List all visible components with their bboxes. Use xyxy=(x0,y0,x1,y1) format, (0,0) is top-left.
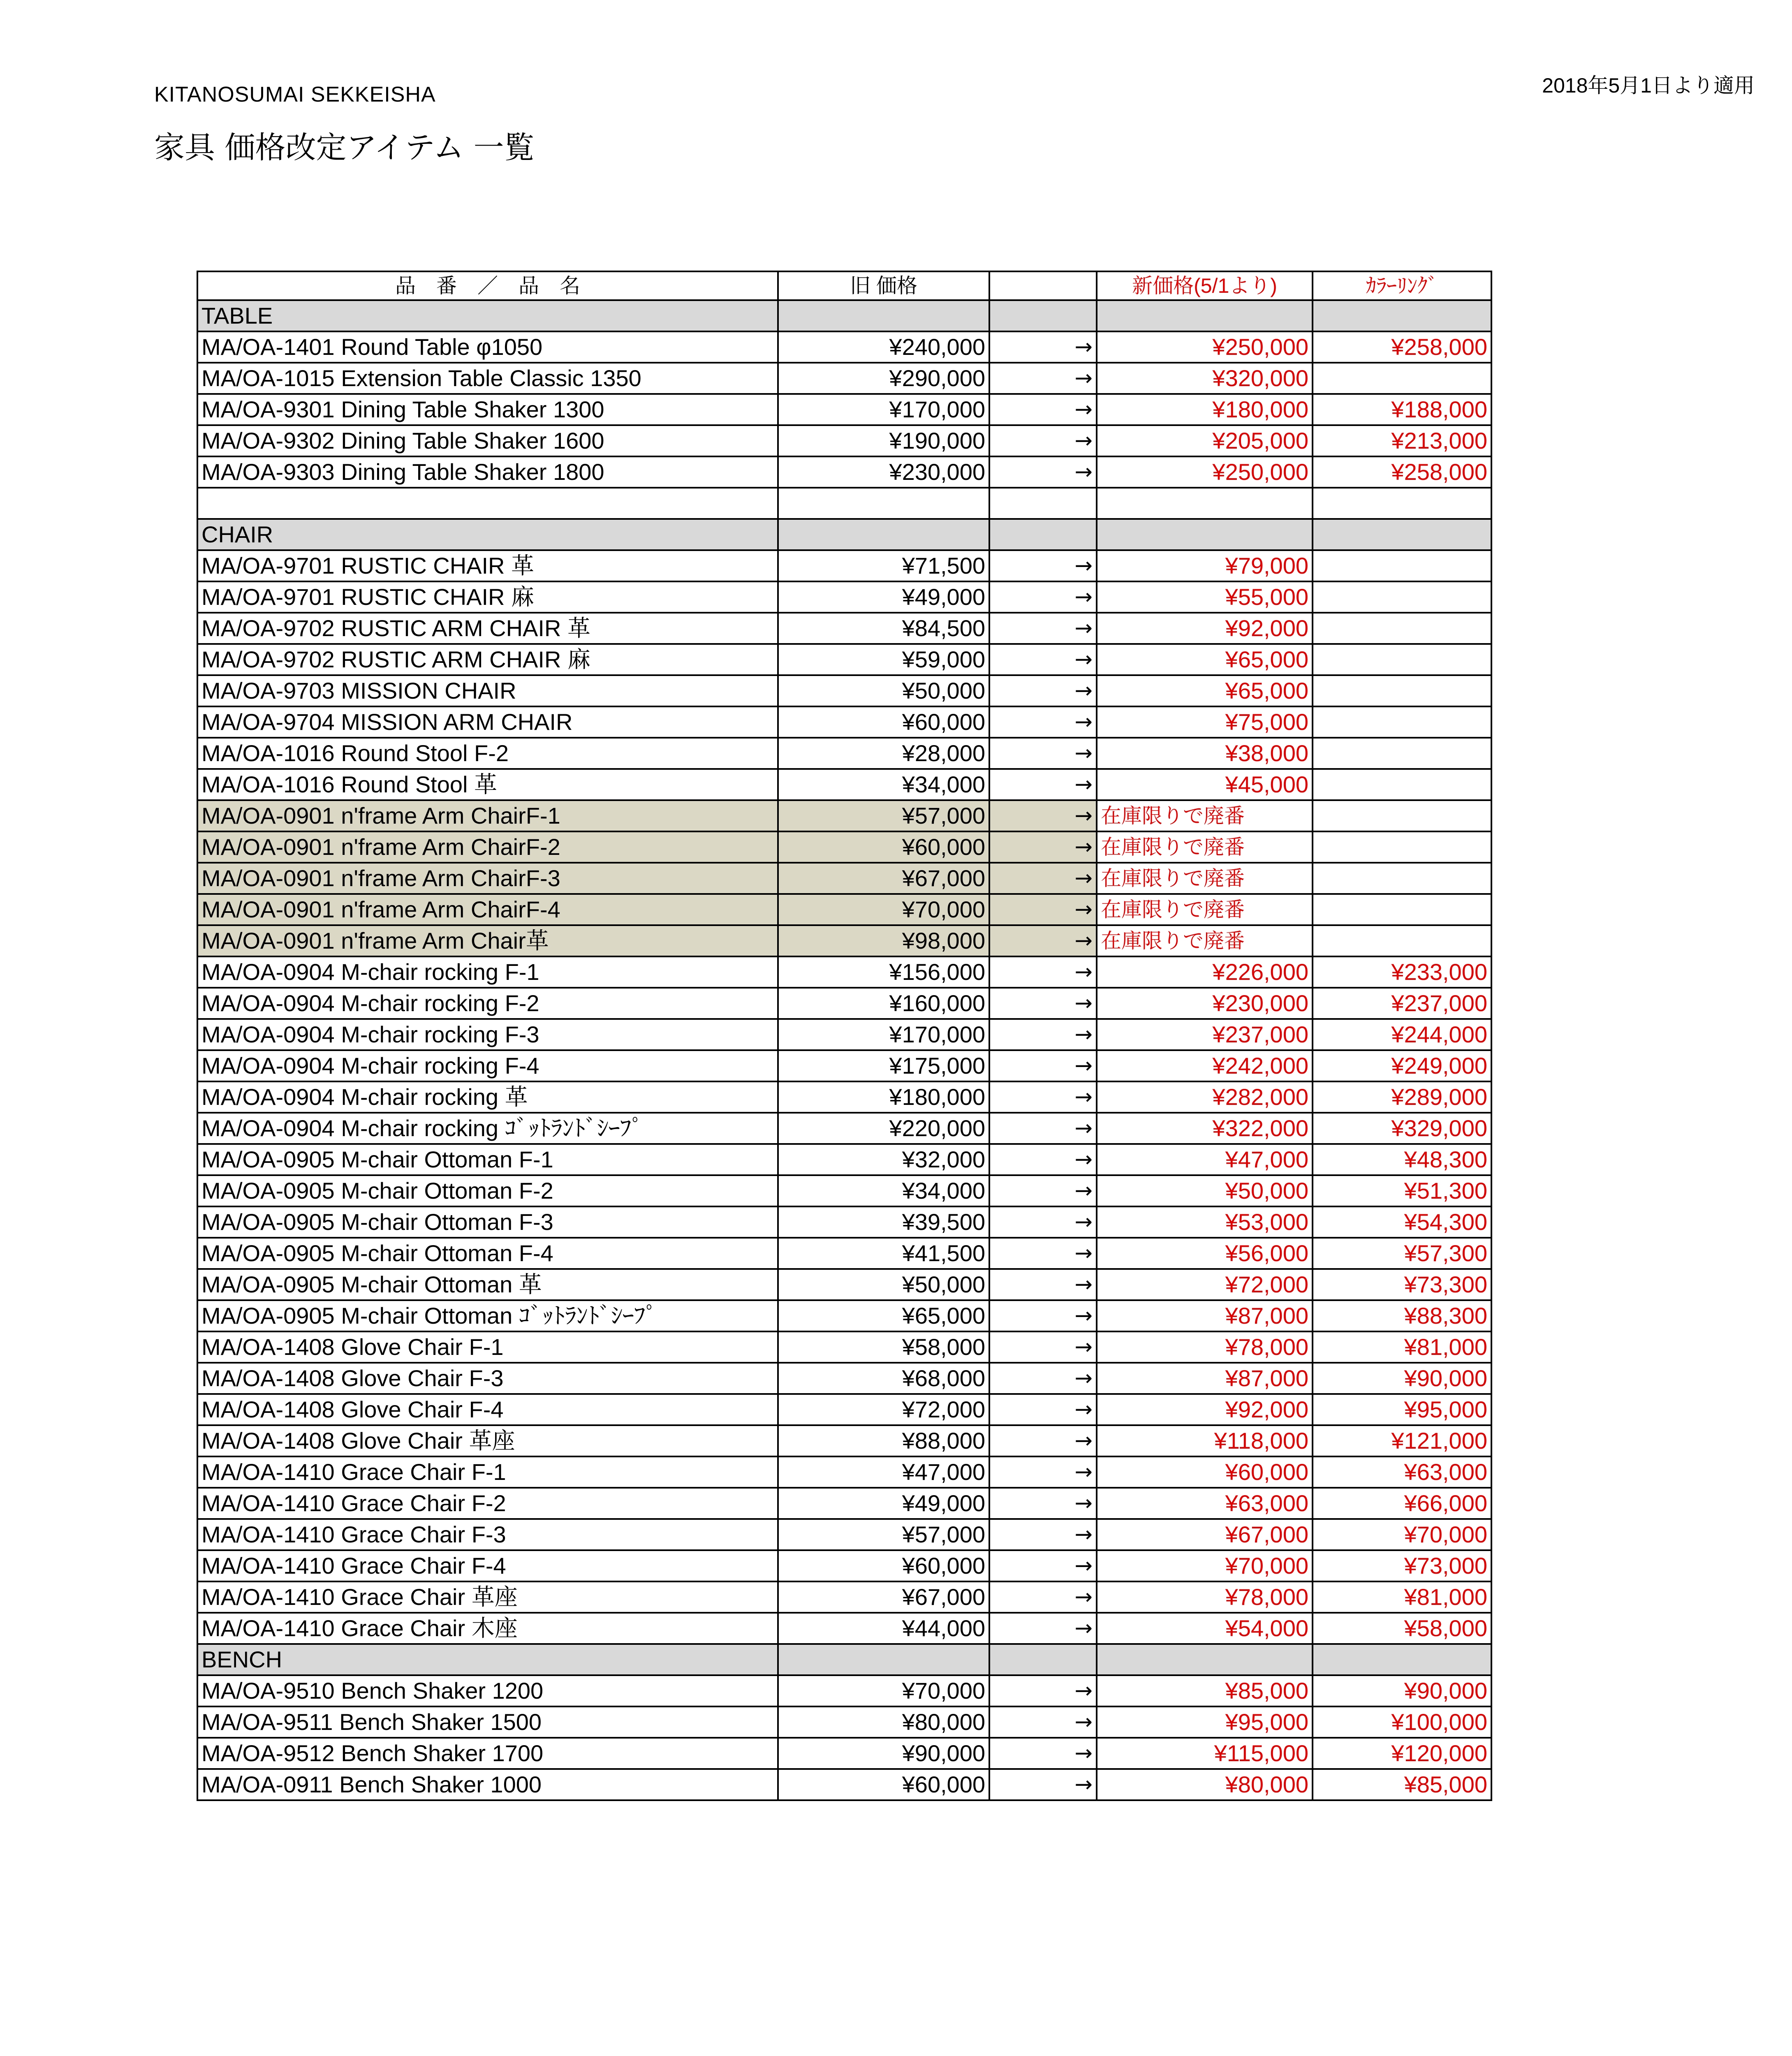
new-price-cell: ¥230,000 xyxy=(1097,988,1313,1019)
table-row xyxy=(197,1019,1491,1050)
coloring-price-cell xyxy=(1313,706,1491,738)
arrow-cell: → xyxy=(989,1113,1097,1144)
table-row xyxy=(197,1456,1491,1488)
new-price-cell: 在庫限りで廃番 xyxy=(1097,894,1313,925)
blank-cell xyxy=(989,488,1097,519)
old-price-cell: ¥58,000 xyxy=(778,1331,989,1363)
item-name-cell: MA/OA-9704 MISSION ARM CHAIR xyxy=(197,706,778,738)
table-row xyxy=(197,1081,1491,1113)
table-row xyxy=(197,331,1491,363)
new-price-cell: ¥54,000 xyxy=(1097,1613,1313,1644)
table-row xyxy=(197,425,1491,456)
item-name-cell: MA/OA-9701 RUSTIC CHAIR 麻 xyxy=(197,581,778,613)
new-price-cell: ¥65,000 xyxy=(1097,644,1313,675)
item-name-cell: MA/OA-0905 M-chair Ottoman F-3 xyxy=(197,1206,778,1238)
arrow-cell: → xyxy=(989,1769,1097,1800)
arrow-cell: → xyxy=(989,363,1097,394)
arrow-cell: → xyxy=(989,706,1097,738)
item-name-cell: MA/OA-9511 Bench Shaker 1500 xyxy=(197,1706,778,1738)
arrow-cell: → xyxy=(989,1206,1097,1238)
new-price-cell: ¥53,000 xyxy=(1097,1206,1313,1238)
table-row xyxy=(197,1769,1491,1800)
arrow-cell: → xyxy=(989,831,1097,863)
item-name-cell: MA/OA-1410 Grace Chair F-1 xyxy=(197,1456,778,1488)
arrow-cell: → xyxy=(989,1238,1097,1269)
old-price-cell: ¥34,000 xyxy=(778,769,989,800)
table-row xyxy=(197,613,1491,644)
arrow-cell: → xyxy=(989,613,1097,644)
arrow-cell: → xyxy=(989,394,1097,425)
item-name-cell: MA/OA-0904 M-chair rocking F-4 xyxy=(197,1050,778,1081)
arrow-cell: → xyxy=(989,1425,1097,1456)
table-row xyxy=(197,1269,1491,1300)
arrow-cell: → xyxy=(989,1300,1097,1331)
new-price-cell: ¥78,000 xyxy=(1097,1331,1313,1363)
blank-cell xyxy=(1313,488,1491,519)
item-name-cell: MA/OA-0904 M-chair rocking 革 xyxy=(197,1081,778,1113)
table-row xyxy=(197,988,1491,1019)
section-cell xyxy=(1313,519,1491,550)
section-header-row xyxy=(197,519,1491,550)
item-name-cell: MA/OA-0905 M-chair Ottoman F-1 xyxy=(197,1144,778,1175)
new-price-cell: ¥63,000 xyxy=(1097,1488,1313,1519)
table-row xyxy=(197,1363,1491,1394)
item-name-cell: MA/OA-9512 Bench Shaker 1700 xyxy=(197,1738,778,1769)
arrow-cell: → xyxy=(989,925,1097,956)
new-price-cell: ¥56,000 xyxy=(1097,1238,1313,1269)
coloring-price-cell: ¥70,000 xyxy=(1313,1519,1491,1550)
item-name-cell: MA/OA-0905 M-chair Ottoman ｺﾞｯﾄﾗﾝﾄﾞｼｰﾌﾟ xyxy=(197,1300,778,1331)
coloring-price-cell: ¥57,300 xyxy=(1313,1238,1491,1269)
blank-row xyxy=(197,488,1491,519)
item-name-cell: MA/OA-9510 Bench Shaker 1200 xyxy=(197,1675,778,1706)
table-row xyxy=(197,1706,1491,1738)
old-price-cell: ¥67,000 xyxy=(778,863,989,894)
coloring-price-cell xyxy=(1313,925,1491,956)
table-row xyxy=(197,1394,1491,1425)
old-price-cell: ¥60,000 xyxy=(778,831,989,863)
old-price-cell: ¥290,000 xyxy=(778,363,989,394)
old-price-cell: ¥70,000 xyxy=(778,894,989,925)
coloring-price-cell: ¥73,000 xyxy=(1313,1550,1491,1581)
old-price-cell: ¥57,000 xyxy=(778,1519,989,1550)
section-cell xyxy=(1313,300,1491,331)
new-price-cell: ¥180,000 xyxy=(1097,394,1313,425)
old-price-cell: ¥34,000 xyxy=(778,1175,989,1206)
item-name-cell: MA/OA-1410 Grace Chair 革座 xyxy=(197,1581,778,1613)
price-revision-table xyxy=(197,271,1492,1801)
coloring-price-cell xyxy=(1313,550,1491,581)
new-price-cell: ¥78,000 xyxy=(1097,1581,1313,1613)
table-row xyxy=(197,769,1491,800)
arrow-cell: → xyxy=(989,331,1097,363)
item-name-cell: MA/OA-9303 Dining Table Shaker 1800 xyxy=(197,456,778,488)
item-name-cell: MA/OA-1016 Round Stool F-2 xyxy=(197,738,778,769)
old-price-cell: ¥71,500 xyxy=(778,550,989,581)
coloring-price-cell: ¥258,000 xyxy=(1313,456,1491,488)
table-row xyxy=(197,675,1491,706)
old-price-cell: ¥88,000 xyxy=(778,1425,989,1456)
arrow-cell: → xyxy=(989,1488,1097,1519)
section-header-row xyxy=(197,300,1491,331)
coloring-price-cell xyxy=(1313,675,1491,706)
coloring-price-cell: ¥85,000 xyxy=(1313,1769,1491,1800)
item-name-cell: MA/OA-0904 M-chair rocking ｺﾞｯﾄﾗﾝﾄﾞｼｰﾌﾟ xyxy=(197,1113,778,1144)
item-name-cell: MA/OA-9301 Dining Table Shaker 1300 xyxy=(197,394,778,425)
new-price-cell: ¥79,000 xyxy=(1097,550,1313,581)
arrow-cell: → xyxy=(989,1706,1097,1738)
table-row xyxy=(197,1550,1491,1581)
section-cell xyxy=(989,300,1097,331)
old-price-cell: ¥240,000 xyxy=(778,331,989,363)
table-row xyxy=(197,863,1491,894)
item-name-cell: MA/OA-9702 RUSTIC ARM CHAIR 麻 xyxy=(197,644,778,675)
old-price-cell: ¥50,000 xyxy=(778,675,989,706)
table-row xyxy=(197,1050,1491,1081)
old-price-cell: ¥180,000 xyxy=(778,1081,989,1113)
coloring-price-cell: ¥81,000 xyxy=(1313,1581,1491,1613)
table-row xyxy=(197,738,1491,769)
arrow-cell: → xyxy=(989,550,1097,581)
coloring-price-cell: ¥95,000 xyxy=(1313,1394,1491,1425)
new-price-cell: ¥75,000 xyxy=(1097,706,1313,738)
item-name-cell: MA/OA-0901 n'frame Arm ChairF-3 xyxy=(197,863,778,894)
table-row xyxy=(197,581,1491,613)
new-price-cell: ¥250,000 xyxy=(1097,456,1313,488)
new-price-cell: ¥95,000 xyxy=(1097,1706,1313,1738)
table-row xyxy=(197,956,1491,988)
old-price-cell: ¥60,000 xyxy=(778,1769,989,1800)
old-price-cell: ¥230,000 xyxy=(778,456,989,488)
new-price-cell: 在庫限りで廃番 xyxy=(1097,800,1313,831)
arrow-cell: → xyxy=(989,988,1097,1019)
new-price-cell: ¥65,000 xyxy=(1097,675,1313,706)
coloring-price-cell: ¥66,000 xyxy=(1313,1488,1491,1519)
coloring-price-cell: ¥233,000 xyxy=(1313,956,1491,988)
new-price-cell: ¥320,000 xyxy=(1097,363,1313,394)
item-name-cell: MA/OA-1015 Extension Table Classic 1350 xyxy=(197,363,778,394)
table-row xyxy=(197,894,1491,925)
item-name-cell: MA/OA-0901 n'frame Arm Chair革 xyxy=(197,925,778,956)
arrow-cell: → xyxy=(989,1331,1097,1363)
new-price-cell: ¥87,000 xyxy=(1097,1363,1313,1394)
old-price-cell: ¥190,000 xyxy=(778,425,989,456)
item-name-cell: MA/OA-1408 Glove Chair F-1 xyxy=(197,1331,778,1363)
arrow-cell: → xyxy=(989,1144,1097,1175)
arrow-cell: → xyxy=(989,1675,1097,1706)
old-price-cell: ¥67,000 xyxy=(778,1581,989,1613)
table-row xyxy=(197,831,1491,863)
table-row xyxy=(197,706,1491,738)
header-coloring: ｶﾗｰﾘﾝｸﾞ xyxy=(1313,271,1491,300)
item-name-cell: MA/OA-0905 M-chair Ottoman 革 xyxy=(197,1269,778,1300)
arrow-cell: → xyxy=(989,1175,1097,1206)
section-cell xyxy=(778,519,989,550)
item-name-cell: MA/OA-9703 MISSION CHAIR xyxy=(197,675,778,706)
table-row xyxy=(197,1206,1491,1238)
item-name-cell: MA/OA-1408 Glove Chair F-4 xyxy=(197,1394,778,1425)
coloring-price-cell: ¥63,000 xyxy=(1313,1456,1491,1488)
new-price-cell: ¥55,000 xyxy=(1097,581,1313,613)
arrow-cell: → xyxy=(989,581,1097,613)
old-price-cell: ¥84,500 xyxy=(778,613,989,644)
old-price-cell: ¥220,000 xyxy=(778,1113,989,1144)
table-row xyxy=(197,1175,1491,1206)
arrow-cell: → xyxy=(989,800,1097,831)
arrow-cell: → xyxy=(989,1613,1097,1644)
new-price-cell: ¥87,000 xyxy=(1097,1300,1313,1331)
old-price-cell: ¥70,000 xyxy=(778,1675,989,1706)
item-name-cell: MA/OA-0901 n'frame Arm ChairF-4 xyxy=(197,894,778,925)
item-name-cell: MA/OA-9701 RUSTIC CHAIR 革 xyxy=(197,550,778,581)
old-price-cell: ¥98,000 xyxy=(778,925,989,956)
section-cell xyxy=(1097,519,1313,550)
new-price-cell: ¥70,000 xyxy=(1097,1550,1313,1581)
item-name-cell: MA/OA-1410 Grace Chair F-4 xyxy=(197,1550,778,1581)
arrow-cell: → xyxy=(989,956,1097,988)
coloring-price-cell xyxy=(1313,831,1491,863)
item-name-cell: MA/OA-9302 Dining Table Shaker 1600 xyxy=(197,425,778,456)
coloring-price-cell xyxy=(1313,769,1491,800)
table-row xyxy=(197,363,1491,394)
old-price-cell: ¥32,000 xyxy=(778,1144,989,1175)
coloring-price-cell: ¥121,000 xyxy=(1313,1425,1491,1456)
arrow-cell: → xyxy=(989,1581,1097,1613)
new-price-cell: 在庫限りで廃番 xyxy=(1097,863,1313,894)
company-name-en: KITANOSUMAI SEKKEISHA xyxy=(154,83,436,107)
coloring-price-cell: ¥73,300 xyxy=(1313,1269,1491,1300)
item-name-cell: MA/OA-0904 M-chair rocking F-3 xyxy=(197,1019,778,1050)
coloring-price-cell: ¥120,000 xyxy=(1313,1738,1491,1769)
coloring-price-cell: ¥100,000 xyxy=(1313,1706,1491,1738)
section-header-row xyxy=(197,1644,1491,1675)
blank-cell xyxy=(1097,488,1313,519)
coloring-price-cell: ¥90,000 xyxy=(1313,1675,1491,1706)
table-row xyxy=(197,456,1491,488)
old-price-cell: ¥60,000 xyxy=(778,1550,989,1581)
new-price-cell: ¥85,000 xyxy=(1097,1675,1313,1706)
effective-date: 2018年5月1日より適用 xyxy=(1542,74,1755,97)
arrow-cell: → xyxy=(989,863,1097,894)
coloring-price-cell xyxy=(1313,894,1491,925)
item-name-cell: MA/OA-0905 M-chair Ottoman F-4 xyxy=(197,1238,778,1269)
arrow-cell: → xyxy=(989,1269,1097,1300)
coloring-price-cell: ¥258,000 xyxy=(1313,331,1491,363)
item-name-cell: MA/OA-1016 Round Stool 革 xyxy=(197,769,778,800)
coloring-price-cell: ¥58,000 xyxy=(1313,1613,1491,1644)
table-row xyxy=(197,1488,1491,1519)
old-price-cell: ¥41,500 xyxy=(778,1238,989,1269)
table-row xyxy=(197,1113,1491,1144)
new-price-cell: ¥92,000 xyxy=(1097,613,1313,644)
arrow-cell: → xyxy=(989,894,1097,925)
arrow-cell: → xyxy=(989,1081,1097,1113)
coloring-price-cell: ¥244,000 xyxy=(1313,1019,1491,1050)
coloring-price-cell: ¥51,300 xyxy=(1313,1175,1491,1206)
coloring-price-cell xyxy=(1313,363,1491,394)
item-name-cell: MA/OA-1408 Glove Chair F-3 xyxy=(197,1363,778,1394)
new-price-cell: ¥226,000 xyxy=(1097,956,1313,988)
new-price-cell: ¥60,000 xyxy=(1097,1456,1313,1488)
section-title: BENCH xyxy=(197,1644,778,1675)
arrow-cell: → xyxy=(989,1519,1097,1550)
coloring-price-cell xyxy=(1313,581,1491,613)
section-title: CHAIR xyxy=(197,519,778,550)
new-price-cell: ¥282,000 xyxy=(1097,1081,1313,1113)
coloring-price-cell: ¥213,000 xyxy=(1313,425,1491,456)
old-price-cell: ¥65,000 xyxy=(778,1300,989,1331)
old-price-cell: ¥49,000 xyxy=(778,1488,989,1519)
coloring-price-cell xyxy=(1313,644,1491,675)
item-name-cell: MA/OA-9702 RUSTIC ARM CHAIR 革 xyxy=(197,613,778,644)
header-new-price: 新価格(5/1より) xyxy=(1097,271,1313,300)
old-price-cell: ¥49,000 xyxy=(778,581,989,613)
new-price-cell: ¥47,000 xyxy=(1097,1144,1313,1175)
table-row xyxy=(197,1519,1491,1550)
arrow-cell: → xyxy=(989,1019,1097,1050)
arrow-cell: → xyxy=(989,1050,1097,1081)
arrow-cell: → xyxy=(989,1738,1097,1769)
table-row xyxy=(197,1675,1491,1706)
item-name-cell: MA/OA-0901 n'frame Arm ChairF-2 xyxy=(197,831,778,863)
item-name-cell: MA/OA-1401 Round Table φ1050 xyxy=(197,331,778,363)
new-price-cell: ¥250,000 xyxy=(1097,331,1313,363)
item-name-cell: MA/OA-0904 M-chair rocking F-1 xyxy=(197,956,778,988)
arrow-cell: → xyxy=(989,769,1097,800)
coloring-price-cell xyxy=(1313,613,1491,644)
section-cell xyxy=(989,1644,1097,1675)
table-row xyxy=(197,394,1491,425)
old-price-cell: ¥59,000 xyxy=(778,644,989,675)
arrow-cell: → xyxy=(989,1456,1097,1488)
coloring-price-cell: ¥48,300 xyxy=(1313,1144,1491,1175)
new-price-cell: ¥205,000 xyxy=(1097,425,1313,456)
old-price-cell: ¥170,000 xyxy=(778,1019,989,1050)
section-cell xyxy=(1313,1644,1491,1675)
table-row xyxy=(197,1144,1491,1175)
old-price-cell: ¥28,000 xyxy=(778,738,989,769)
old-price-cell: ¥39,500 xyxy=(778,1206,989,1238)
item-name-cell: MA/OA-0904 M-chair rocking F-2 xyxy=(197,988,778,1019)
new-price-cell: ¥118,000 xyxy=(1097,1425,1313,1456)
new-price-cell: ¥242,000 xyxy=(1097,1050,1313,1081)
new-price-cell: ¥115,000 xyxy=(1097,1738,1313,1769)
old-price-cell: ¥50,000 xyxy=(778,1269,989,1300)
item-name-cell: MA/OA-1410 Grace Chair 木座 xyxy=(197,1613,778,1644)
coloring-price-cell xyxy=(1313,738,1491,769)
blank-cell xyxy=(778,488,989,519)
arrow-cell: → xyxy=(989,644,1097,675)
new-price-cell: ¥50,000 xyxy=(1097,1175,1313,1206)
coloring-price-cell: ¥237,000 xyxy=(1313,988,1491,1019)
old-price-cell: ¥68,000 xyxy=(778,1363,989,1394)
old-price-cell: ¥175,000 xyxy=(778,1050,989,1081)
new-price-cell: ¥92,000 xyxy=(1097,1394,1313,1425)
section-cell xyxy=(1097,300,1313,331)
blank-cell xyxy=(197,488,778,519)
new-price-cell: 在庫限りで廃番 xyxy=(1097,925,1313,956)
arrow-cell: → xyxy=(989,425,1097,456)
coloring-price-cell xyxy=(1313,863,1491,894)
new-price-cell: ¥45,000 xyxy=(1097,769,1313,800)
new-price-cell: ¥237,000 xyxy=(1097,1019,1313,1050)
arrow-cell: → xyxy=(989,456,1097,488)
item-name-cell: MA/OA-0901 n'frame Arm ChairF-1 xyxy=(197,800,778,831)
coloring-price-cell: ¥188,000 xyxy=(1313,394,1491,425)
header-old-price: 旧 価格 xyxy=(778,271,989,300)
item-name-cell: MA/OA-0911 Bench Shaker 1000 xyxy=(197,1769,778,1800)
table-row xyxy=(197,1238,1491,1269)
table-row xyxy=(197,1300,1491,1331)
table-row xyxy=(197,1581,1491,1613)
price-table-body xyxy=(197,271,1491,1800)
coloring-price-cell: ¥289,000 xyxy=(1313,1081,1491,1113)
new-price-cell: ¥80,000 xyxy=(1097,1769,1313,1800)
table-row xyxy=(197,550,1491,581)
section-cell xyxy=(989,519,1097,550)
old-price-cell: ¥170,000 xyxy=(778,394,989,425)
item-name-cell: MA/OA-1408 Glove Chair 革座 xyxy=(197,1425,778,1456)
new-price-cell: 在庫限りで廃番 xyxy=(1097,831,1313,863)
arrow-cell: → xyxy=(989,1550,1097,1581)
new-price-cell: ¥38,000 xyxy=(1097,738,1313,769)
old-price-cell: ¥80,000 xyxy=(778,1706,989,1738)
new-price-cell: ¥322,000 xyxy=(1097,1113,1313,1144)
old-price-cell: ¥47,000 xyxy=(778,1456,989,1488)
table-row xyxy=(197,1331,1491,1363)
table-row xyxy=(197,1613,1491,1644)
coloring-price-cell: ¥54,300 xyxy=(1313,1206,1491,1238)
old-price-cell: ¥90,000 xyxy=(778,1738,989,1769)
table-row xyxy=(197,644,1491,675)
arrow-cell: → xyxy=(989,675,1097,706)
arrow-cell: → xyxy=(989,738,1097,769)
item-name-cell: MA/OA-0905 M-chair Ottoman F-2 xyxy=(197,1175,778,1206)
section-cell xyxy=(778,1644,989,1675)
old-price-cell: ¥60,000 xyxy=(778,706,989,738)
section-title: TABLE xyxy=(197,300,778,331)
table-row xyxy=(197,1738,1491,1769)
item-name-cell: MA/OA-1410 Grace Chair F-2 xyxy=(197,1488,778,1519)
table-header-row xyxy=(197,271,1491,300)
old-price-cell: ¥44,000 xyxy=(778,1613,989,1644)
table-row xyxy=(197,1425,1491,1456)
coloring-price-cell: ¥329,000 xyxy=(1313,1113,1491,1144)
arrow-cell: → xyxy=(989,1394,1097,1425)
old-price-cell: ¥160,000 xyxy=(778,988,989,1019)
old-price-cell: ¥72,000 xyxy=(778,1394,989,1425)
header-item: 品 番 ／ 品 名 xyxy=(197,271,778,300)
header-arrow xyxy=(989,271,1097,300)
page-title: 家具 価格改定アイテム 一覧 xyxy=(154,130,535,165)
table-row xyxy=(197,800,1491,831)
item-name-cell: MA/OA-1410 Grace Chair F-3 xyxy=(197,1519,778,1550)
section-cell xyxy=(1097,1644,1313,1675)
table-row xyxy=(197,925,1491,956)
new-price-cell: ¥72,000 xyxy=(1097,1269,1313,1300)
old-price-cell: ¥57,000 xyxy=(778,800,989,831)
section-cell xyxy=(778,300,989,331)
coloring-price-cell: ¥90,000 xyxy=(1313,1363,1491,1394)
coloring-price-cell: ¥81,000 xyxy=(1313,1331,1491,1363)
old-price-cell: ¥156,000 xyxy=(778,956,989,988)
coloring-price-cell: ¥249,000 xyxy=(1313,1050,1491,1081)
new-price-cell: ¥67,000 xyxy=(1097,1519,1313,1550)
arrow-cell: → xyxy=(989,1363,1097,1394)
coloring-price-cell: ¥88,300 xyxy=(1313,1300,1491,1331)
coloring-price-cell xyxy=(1313,800,1491,831)
